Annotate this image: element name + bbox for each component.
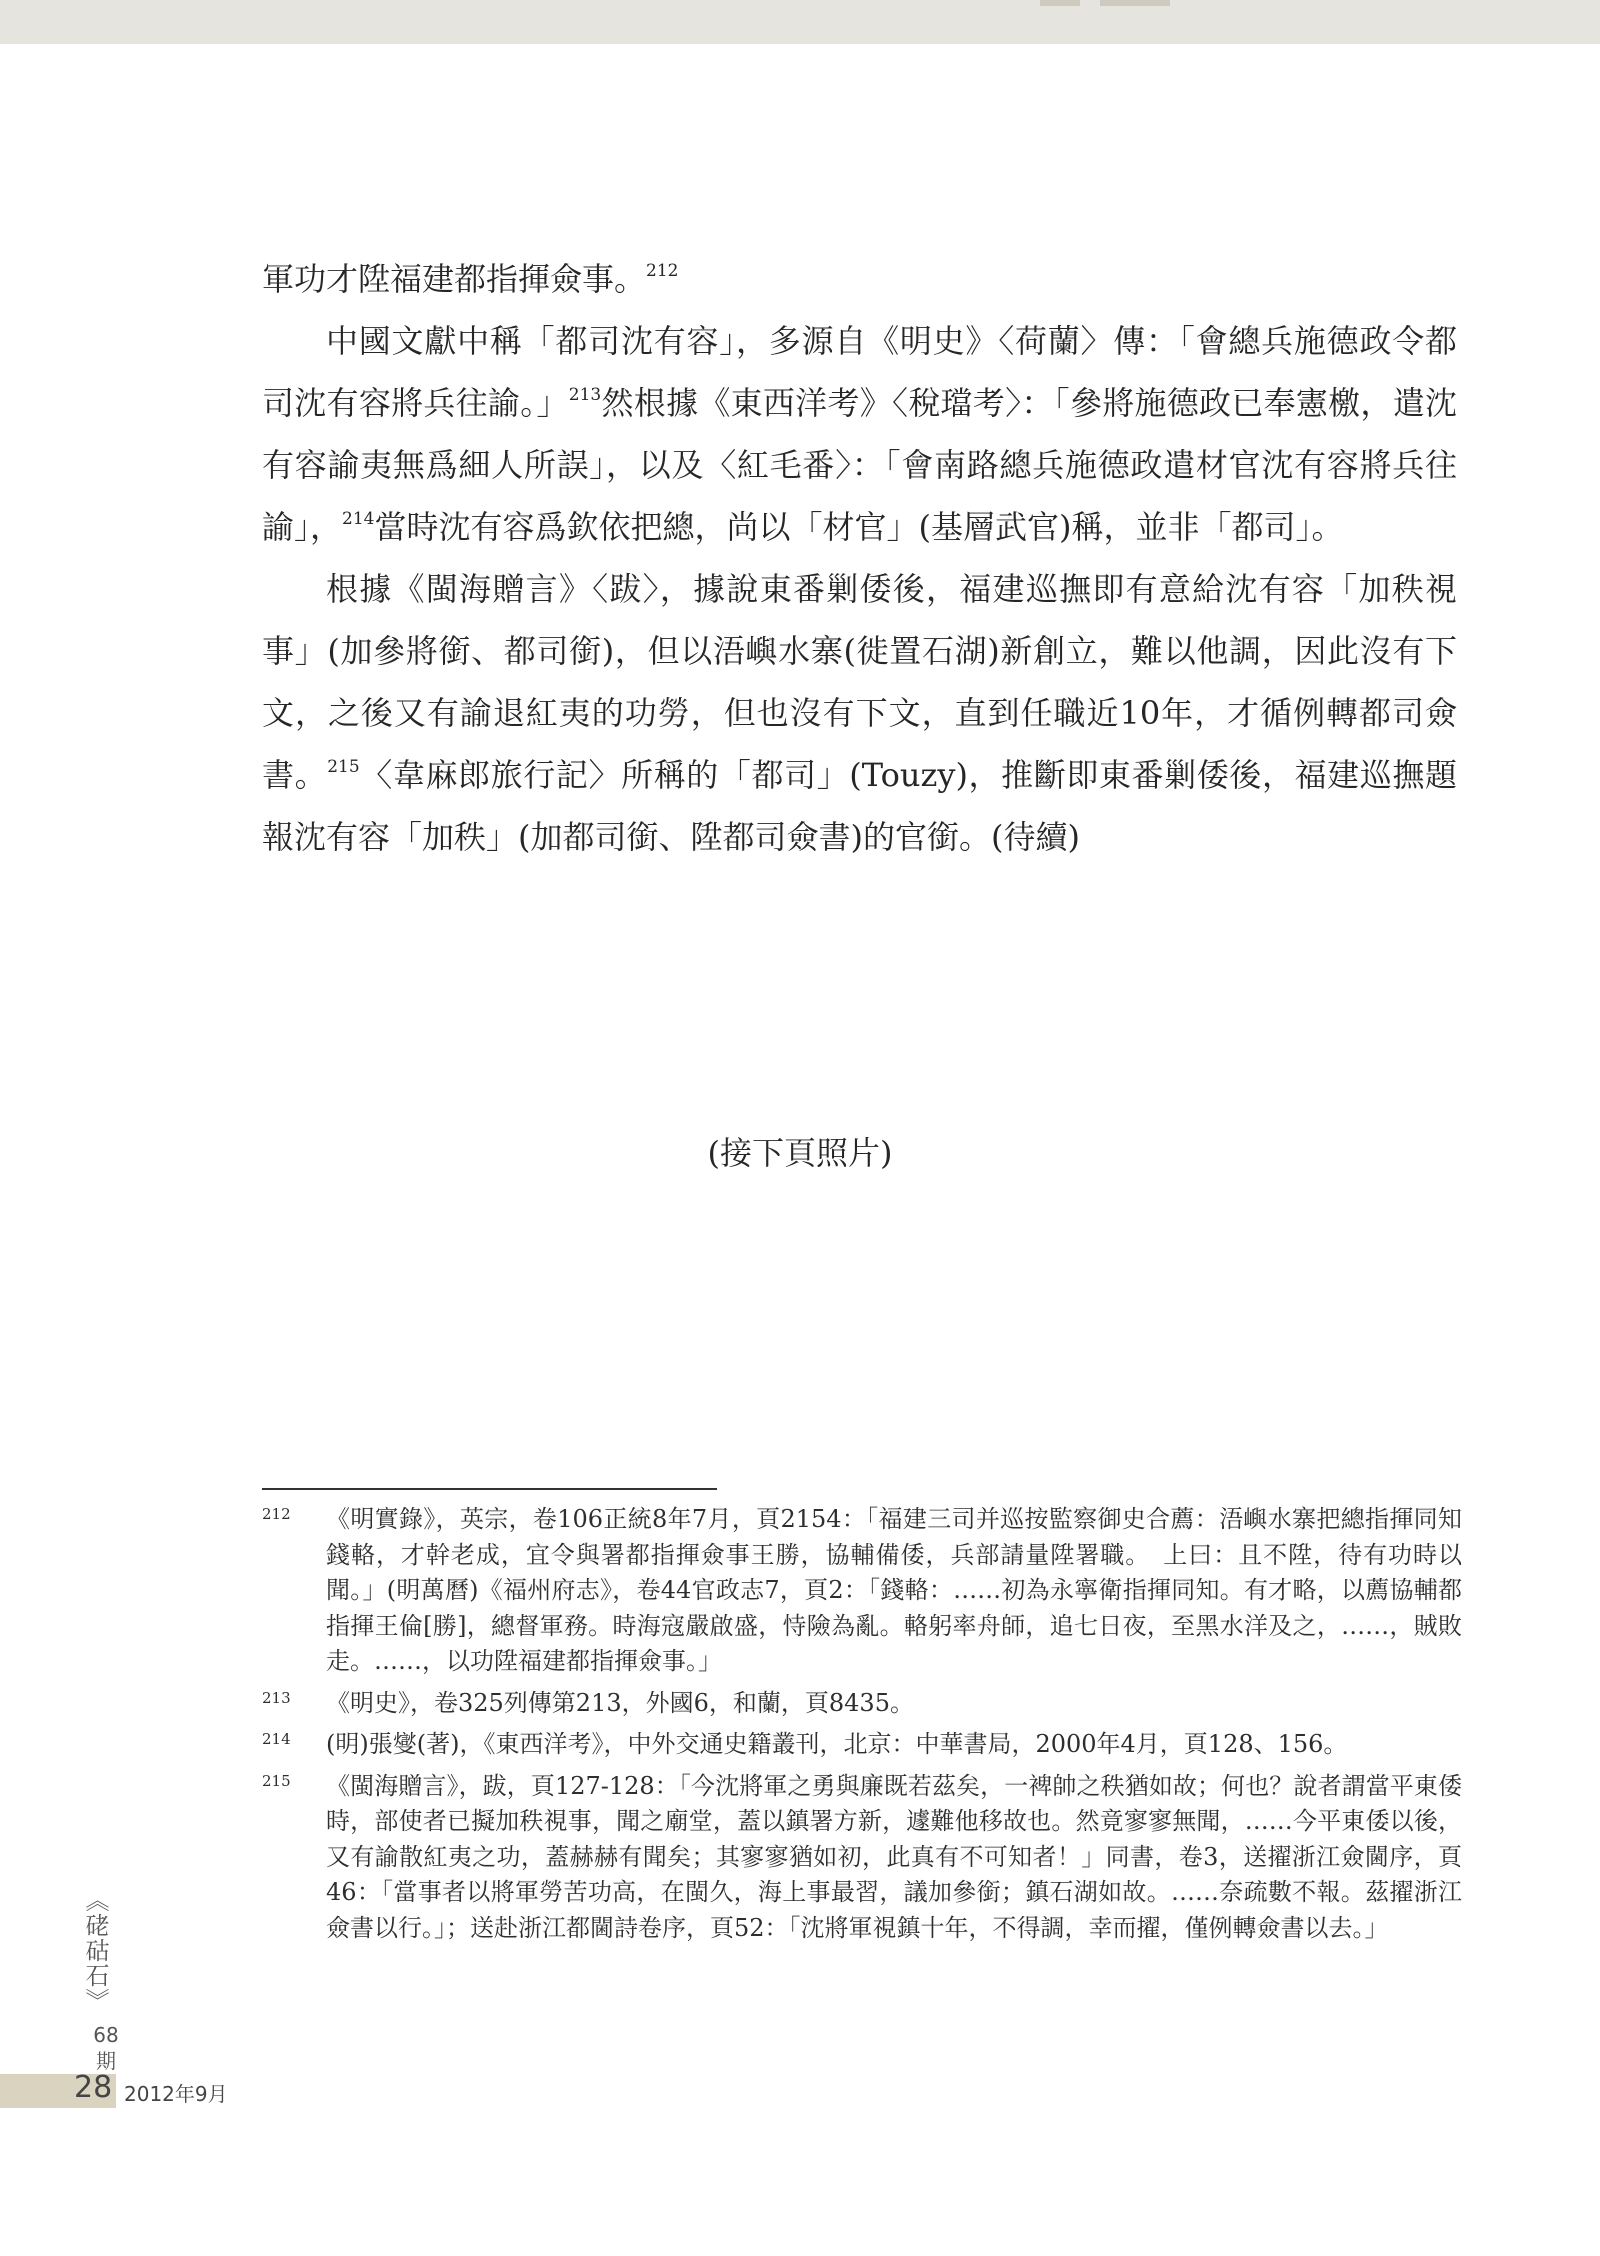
footnote-ref-213: 213: [568, 385, 602, 405]
footnote-number: 215: [262, 1771, 291, 1790]
footnote-ref-214: 214: [342, 509, 375, 529]
footnote-ref-212: 212: [646, 261, 679, 281]
scan-top-band: [0, 0, 1600, 44]
issue-date: 2012年9月: [124, 2082, 228, 2106]
footnote-text: (明)張燮(著)，《東西洋考》，中外交通史籍叢刊，北京：中華書局，2000年4月，頁128、156。: [326, 1730, 1348, 1758]
footnote-214: [262, 1727, 1462, 1763]
paragraph-1: 軍功才陞福建都指揮僉事。$^{212}$: [262, 260, 679, 298]
journal-title: 《硓𥑮石》: [81, 1888, 109, 2013]
continued-note: (接下頁照片): [707, 1134, 893, 1172]
footnote-separator: [262, 1488, 717, 1490]
footnote-215: [262, 1769, 1462, 1947]
footnote-213: [262, 1686, 1462, 1722]
footnote-text: 《閩海贈言》，跋，頁127-128：「今沈將軍之勇與廉既若茲矣，一裨帥之秩猶如故；何也？說者謂當平東倭時，部使者已擬加秩視事，聞之廟堂，蓋以鎮署方新，遽難他移故也。然竟寥寥無聞，……今平東倭以後，又有諭散紅夷之功，蓋赫赫有聞矣；其寥寥猶如初，此真有不可知者！」同書，卷3，送擢浙江僉閫序，頁46：「當事者以將軍勞苦功高，在閩久，海上事最習，議加參銜；鎮石湖如故。……奈疏數不報。茲擢浙江僉書以行。」；送赴浙江都閫詩卷序，頁52：「沈將軍視鎮十年，不得調，幸而擢，僅例轉僉書以去。」: [326, 1771, 1462, 1942]
footnote-number: 212: [262, 1505, 291, 1523]
paragraph-3: 根據《閩海贈言》〈跋〉，據說東番剿倭後，福建巡撫即有意給沈有容「加秩視事」(加參將銜、都司銜)，但以浯嶼水寨(徙置石湖)新創立，難以他調，因此沒有下文，之後又有諭退紅夷的功勞，但也沒有下文，直到任職近10年，才循例轉都司僉書。$^{215}$〈韋麻郎旅行記〉所稱的「都司」(Touzy)，推斷即東番剿倭後，福建巡撫題報沈有容「加秩」(加都司銜、陞都司僉書)的官銜。(待續): [262, 570, 1457, 856]
issue-unit: 期: [96, 2049, 116, 2073]
footnotes: [262, 1502, 1462, 1952]
issue-no: 68: [93, 2023, 119, 2047]
footnote-text: 《明史》，卷325列傳第213，外國6，和蘭，頁8435。: [326, 1688, 914, 1717]
page-number: 28: [74, 2070, 113, 2105]
footnote-number: 214: [262, 1730, 291, 1748]
main-text: [262, 248, 1457, 868]
issue-number: [88, 2022, 124, 2074]
paragraph-2: 中國文獻中稱「都司沈有容」，多源自《明史》〈荷蘭〉傳：「會總兵施德政令都司沈有容將兵往諭。」$^{213}$然根據《東西洋考》〈稅璫考〉：「參將施德政已奉憲檄，遣沈有容諭夷無爲細人所誤」，以及〈紅毛番〉：「會南路總兵施德政遣材官沈有容將兵往諭」，$^{214}$當時沈有容爲欽依把總，尚以「材官」(基層武官)稱，並非「都司」。: [262, 322, 1457, 546]
footnote-212: [262, 1502, 1462, 1680]
footnote-text: 《明實錄》，英宗，卷106正統8年7月，頁2154：「福建三司并巡按監察御史合薦：浯嶼水寨把總指揮同知錢輅，才幹老成，宜令與署都指揮僉事王勝，協輔備倭，兵部請量陞署職。 上曰：且不陞，待有功時以聞。」(明萬曆)《福州府志》，卷44官政志7，頁2：「錢輅：……初為永寧衛指揮同知。有才略，以薦協輔都指揮王倫[勝]，總督軍務。時海寇嚴啟盛，恃險為亂。輅躬率舟師，追七日夜，至黑水洋及之，……，賊敗走。……，以功陞福建都指揮僉事。」: [326, 1505, 1462, 1675]
footnote-number: 213: [262, 1688, 291, 1707]
footnote-ref-215: 215: [327, 757, 360, 777]
